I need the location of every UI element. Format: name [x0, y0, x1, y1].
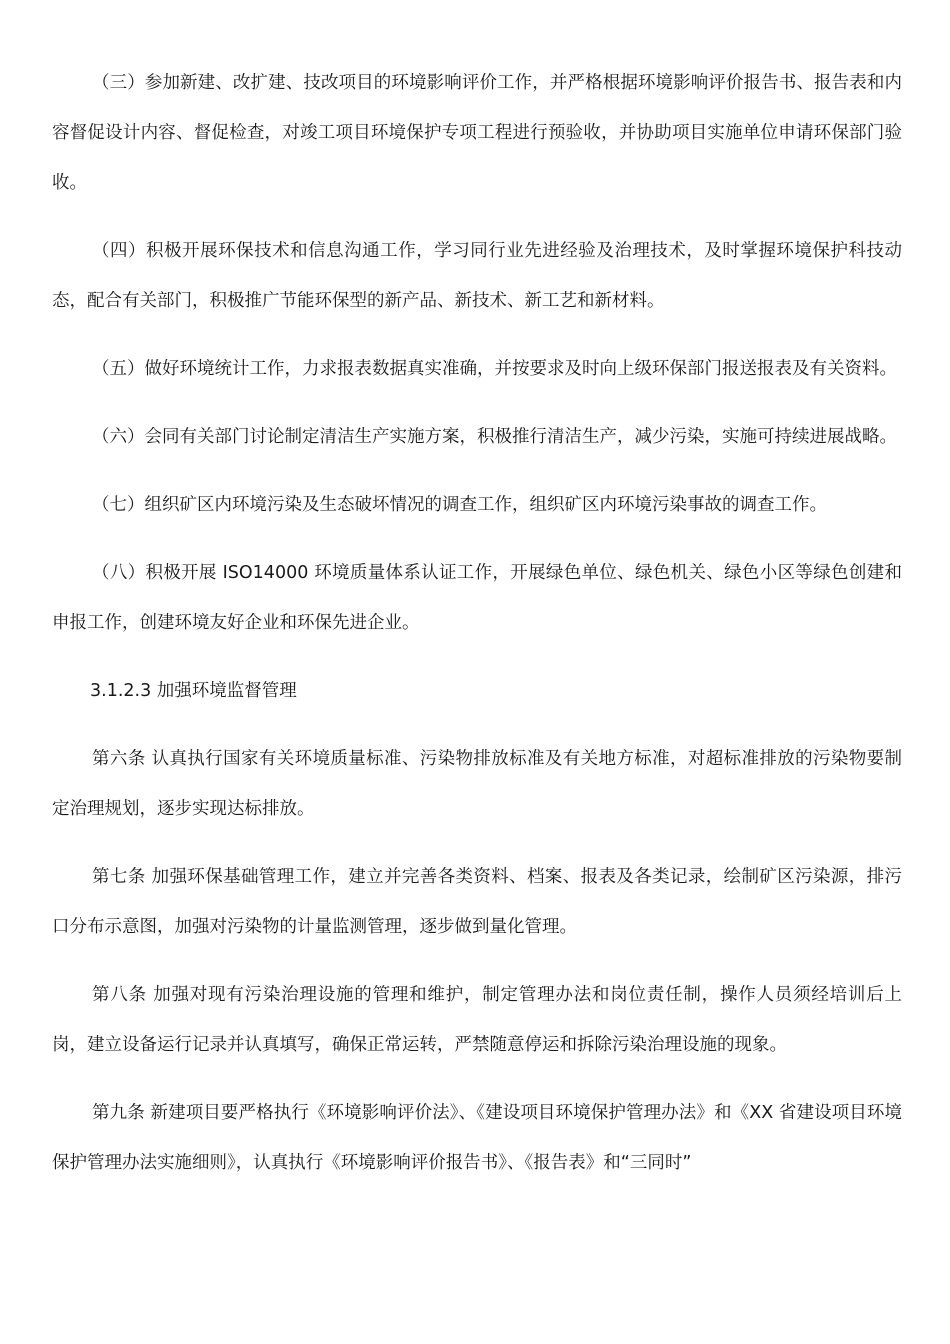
- article-9: 第九条 新建项目要严格执行《环境影响评价法》、《建设项目环境保护管理办法》和《XX 省建设项目环境保护管理办法实施细则》，认真执行《环境影响评价报告书》、《报告表》和“三同时”: [52, 1103, 902, 1173]
- paragraph-item-6: （六）会同有关部门讨论制定清洁生产实施方案，积极推行清洁生产，减少污染，实施可持续进展战略。: [92, 427, 897, 447]
- article-7: 第七条 加强环保基础管理工作，建立并完善各类资料、档案、报表及各类记录，绘制矿区污染源，排污口分布示意图，加强对污染物的计量监测管理，逐步做到量化管理。: [52, 867, 902, 937]
- section-heading: 3.1.2.3 加强环境监督管理: [90, 681, 297, 701]
- article-6: 第六条 认真执行国家有关环境质量标准、污染物排放标准及有关地方标准，对超标准排放的污染物要制定治理规划，逐步实现达标排放。: [52, 749, 902, 819]
- paragraph-item-7: （七）组织矿区内环境污染及生态破坏情况的调查工作，组织矿区内环境污染事故的调查工作。: [92, 495, 827, 515]
- paragraph-item-3: （三）参加新建、改扩建、技改项目的环境影响评价工作，并严格根据环境影响评价报告书、报告表和内容督促设计内容、督促检查，对竣工项目环境保护专项工程进行预验收，并协助项目实施单位申请环保部门验收。: [52, 73, 902, 193]
- paragraph-item-8: （八）积极开展 ISO14000 环境质量体系认证工作，开展绿色单位、绿色机关、绿色小区等绿色创建和申报工作，创建环境友好企业和环保先进企业。: [52, 563, 902, 633]
- paragraph-item-4: （四）积极开展环保技术和信息沟通工作，学习同行业先进经验及治理技术，及时掌握环境保护科技动态，配合有关部门，积极推广节能环保型的新产品、新技术、新工艺和新材料。: [52, 241, 902, 311]
- document-page: [52, 58, 902, 1206]
- paragraph-item-5: （五）做好环境统计工作，力求报表数据真实准确，并按要求及时向上级环保部门报送报表及有关资料。: [92, 359, 897, 379]
- article-8: 第八条 加强对现有污染治理设施的管理和维护，制定管理办法和岗位责任制，操作人员须经培训后上岗，建立设备运行记录并认真填写，确保正常运转，严禁随意停运和拆除污染治理设施的现象。: [52, 985, 902, 1055]
